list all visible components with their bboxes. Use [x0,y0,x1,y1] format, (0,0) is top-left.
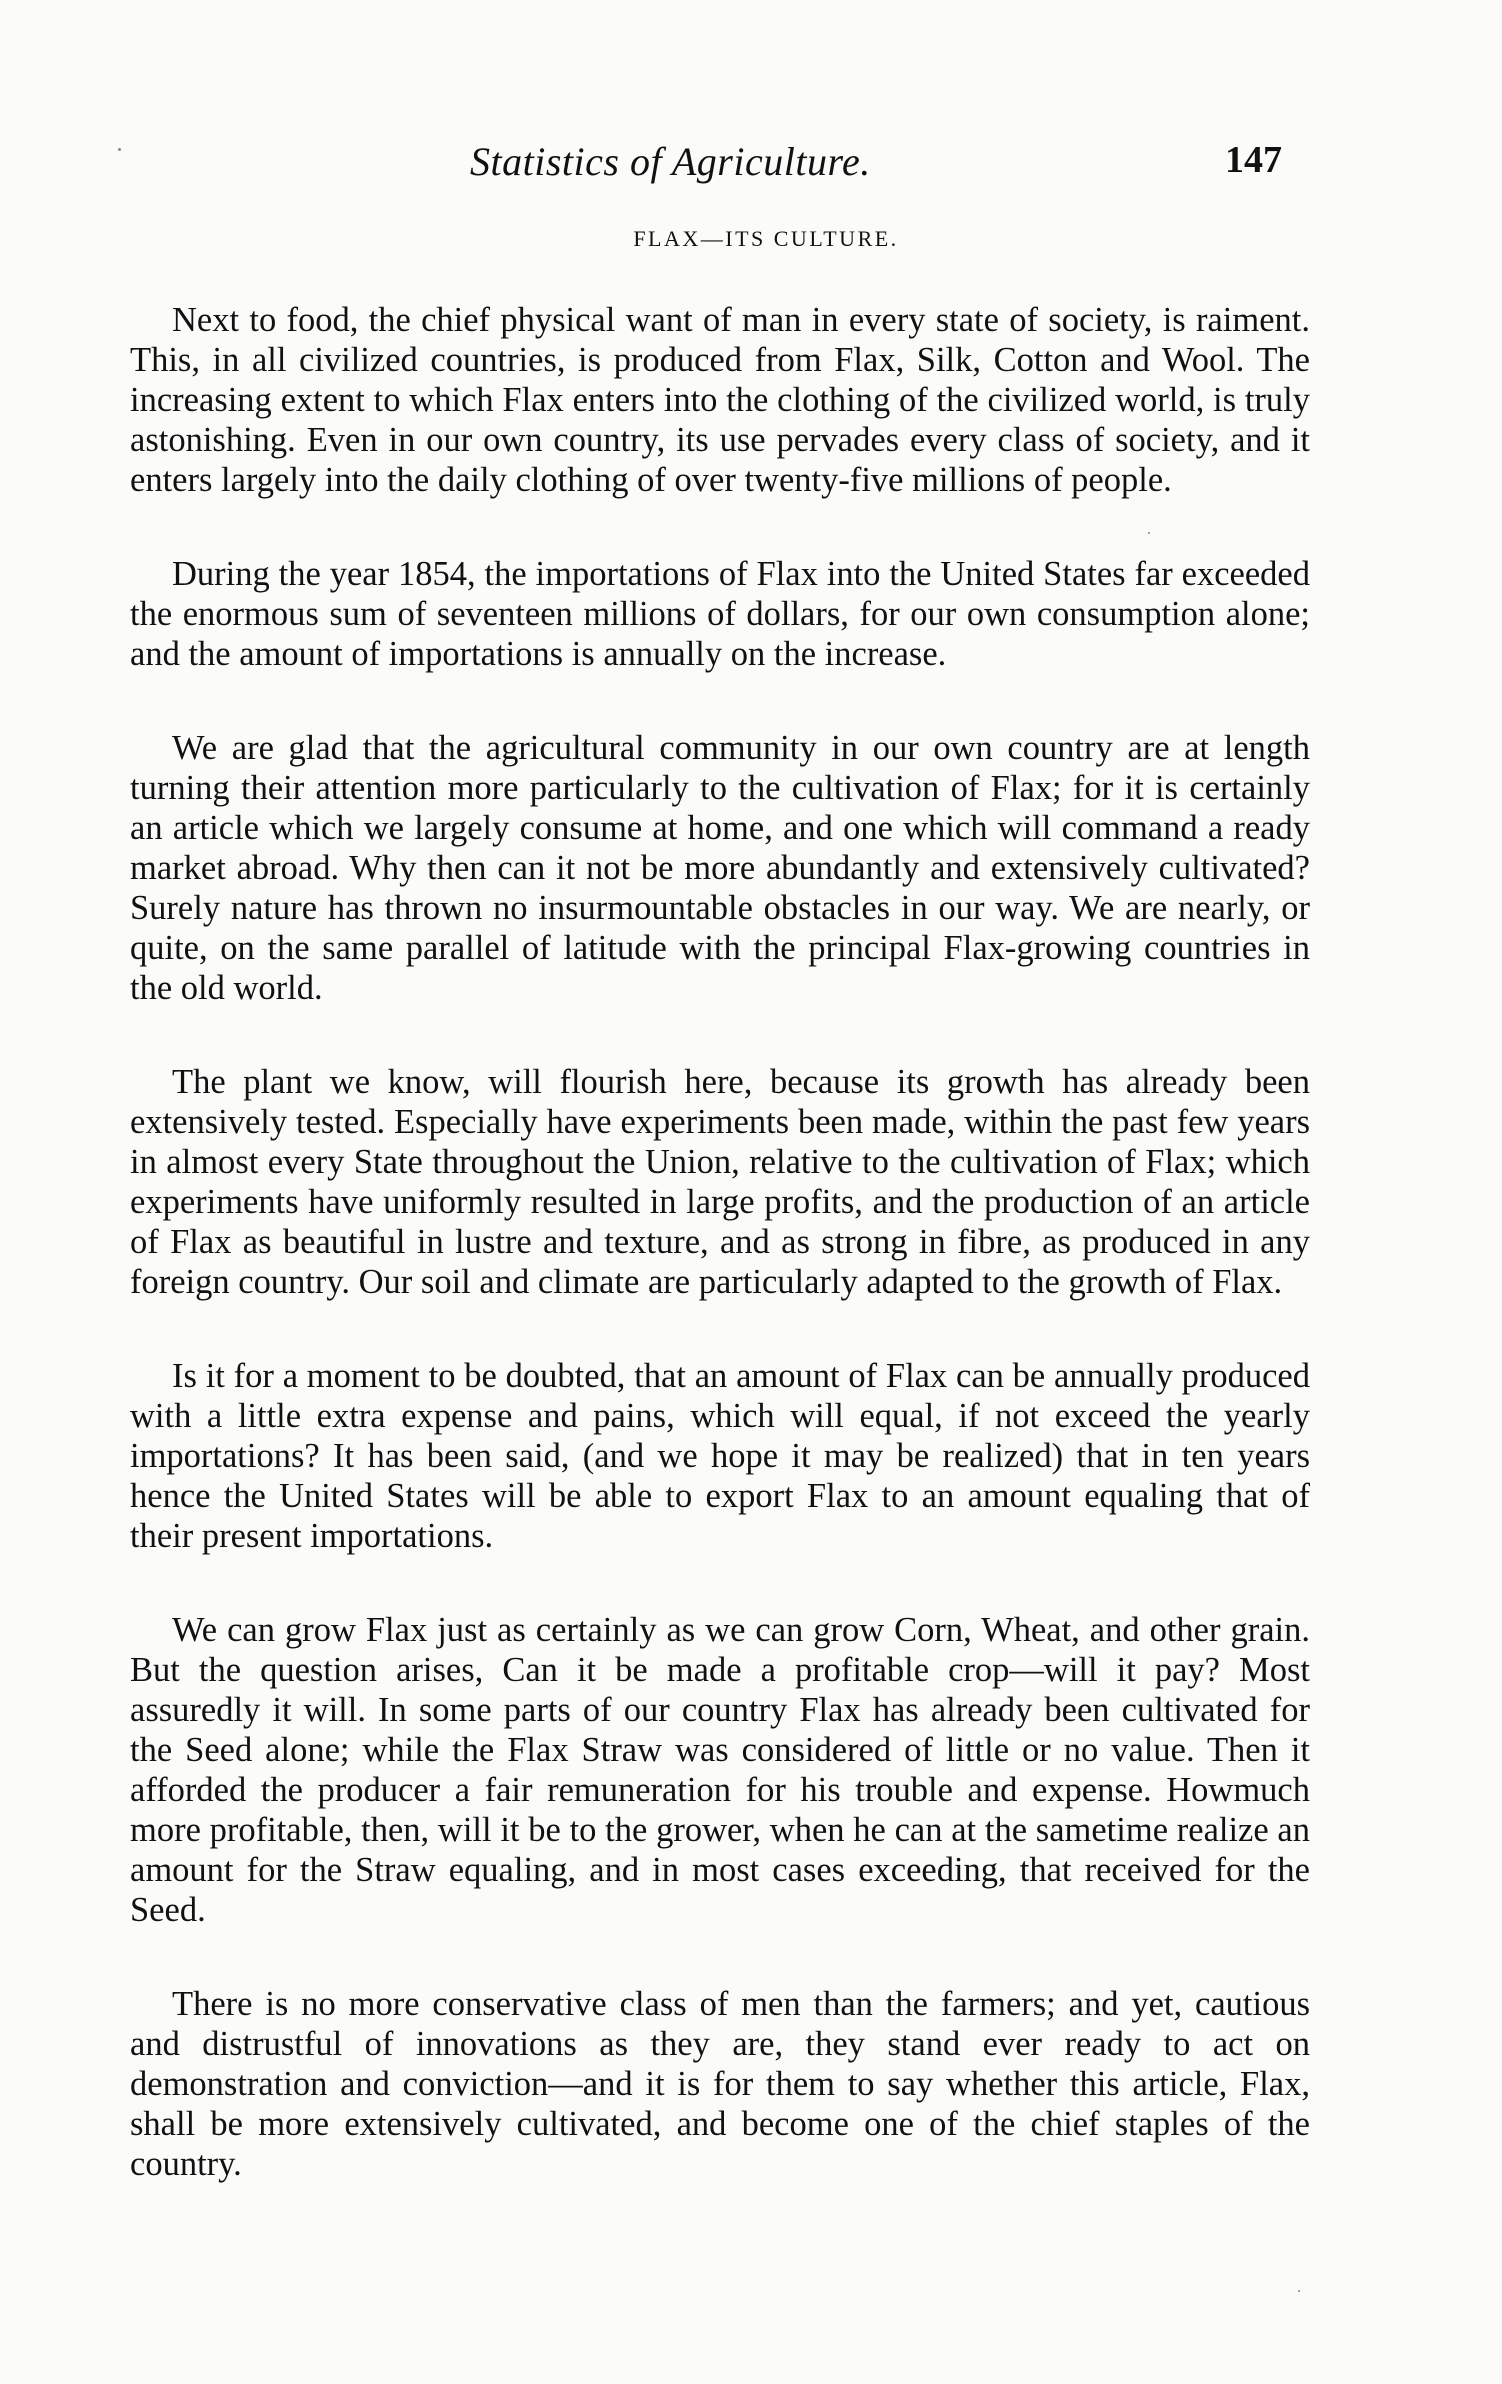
paragraph-3: We are glad that the agricultural community in our own country are at length turning their attention more particularly to the cultivation of Flax; for it is certainly an article which we largely consume at home, and one which will command a ready market abroad. Why then can it not be more abundantly and extensively cultivated? Surely nature has thrown no insurmountable obstacles in our way. We are nearly, or quite, on the same parallel of latitude with the principal Flax-growing countries in the old world. [130,729,1310,1007]
paragraph-2: During the year 1854, the importations of Flax into the United States far exceeded the enormous sum of seventeen millions of dollars, for our own consumption alone; and the amount of importations is annually on the increase. [130,555,1310,673]
body-text [130,300,1310,2184]
ink-speck [1298,2290,1300,2292]
paragraph-1: Next to food, the chief physical want of man in every state of society, is raiment. This, in all civilized countries, is produced from Flax, Silk, Cotton and Wool. The increasing extent to which Flax enters into the clothing of the civilized world, is truly astonishing. Even in our own country, its use pervades every class of society, and it enters largely into the daily clothing of over twenty-five millions of people. [130,301,1310,499]
page-number: 147 [1225,139,1282,181]
paragraph-4: The plant we know, will flourish here, because its growth has already been extensively tested. Especially have experiments been made, within the past few years in almost every State throughout the Union, relative to the cultivation of Flax; which experiments have uniformly resulted in large profits, and the production of an article of Flax as beautiful in lustre and texture, and as strong in fibre, as produced in any foreign country. Our soil and climate are particularly adapted to the growth of Flax. [130,1063,1310,1301]
paragraph-5: Is it for a moment to be doubted, that an amount of Flax can be annually produced with a little extra expense and pains, which will equal, if not exceed the yearly importations? It has been said, (and we hope it may be realized) that in ten years hence the United States will be able to export Flax to an amount equaling that of their present importations. [130,1357,1310,1555]
ink-speck [118,148,121,151]
running-head [0,138,1502,188]
running-title: Statistics of Agriculture. [470,139,871,184]
paragraph-7: There is no more conservative class of men than the farmers; and yet, cautious and distrustful of innovations as they are, they stand ever ready to act on demonstration and conviction—and it is for them to say whether this article, Flax, shall be more extensively cultivated, and become one of the chief staples of the country. [130,1985,1310,2183]
paragraph-6: We can grow Flax just as certainly as we can grow Corn, Wheat, and other grain. But the question arises, Can it be made a profitable crop—will it pay? Most assuredly it will. In some parts of our country Flax has already been cultivated for the Seed alone; while the Flax Straw was considered of little or no value. Then it afforded the producer a fair remuneration for his trouble and expense. Howmuch more profitable, then, will it be to the grower, when he can at the sametime realize an amount for the Straw equaling, and in most cases exceeding, that received for the Seed. [130,1611,1310,1929]
ink-speck [1148,532,1150,534]
section-heading: FLAX—ITS CULTURE. [633,226,899,251]
